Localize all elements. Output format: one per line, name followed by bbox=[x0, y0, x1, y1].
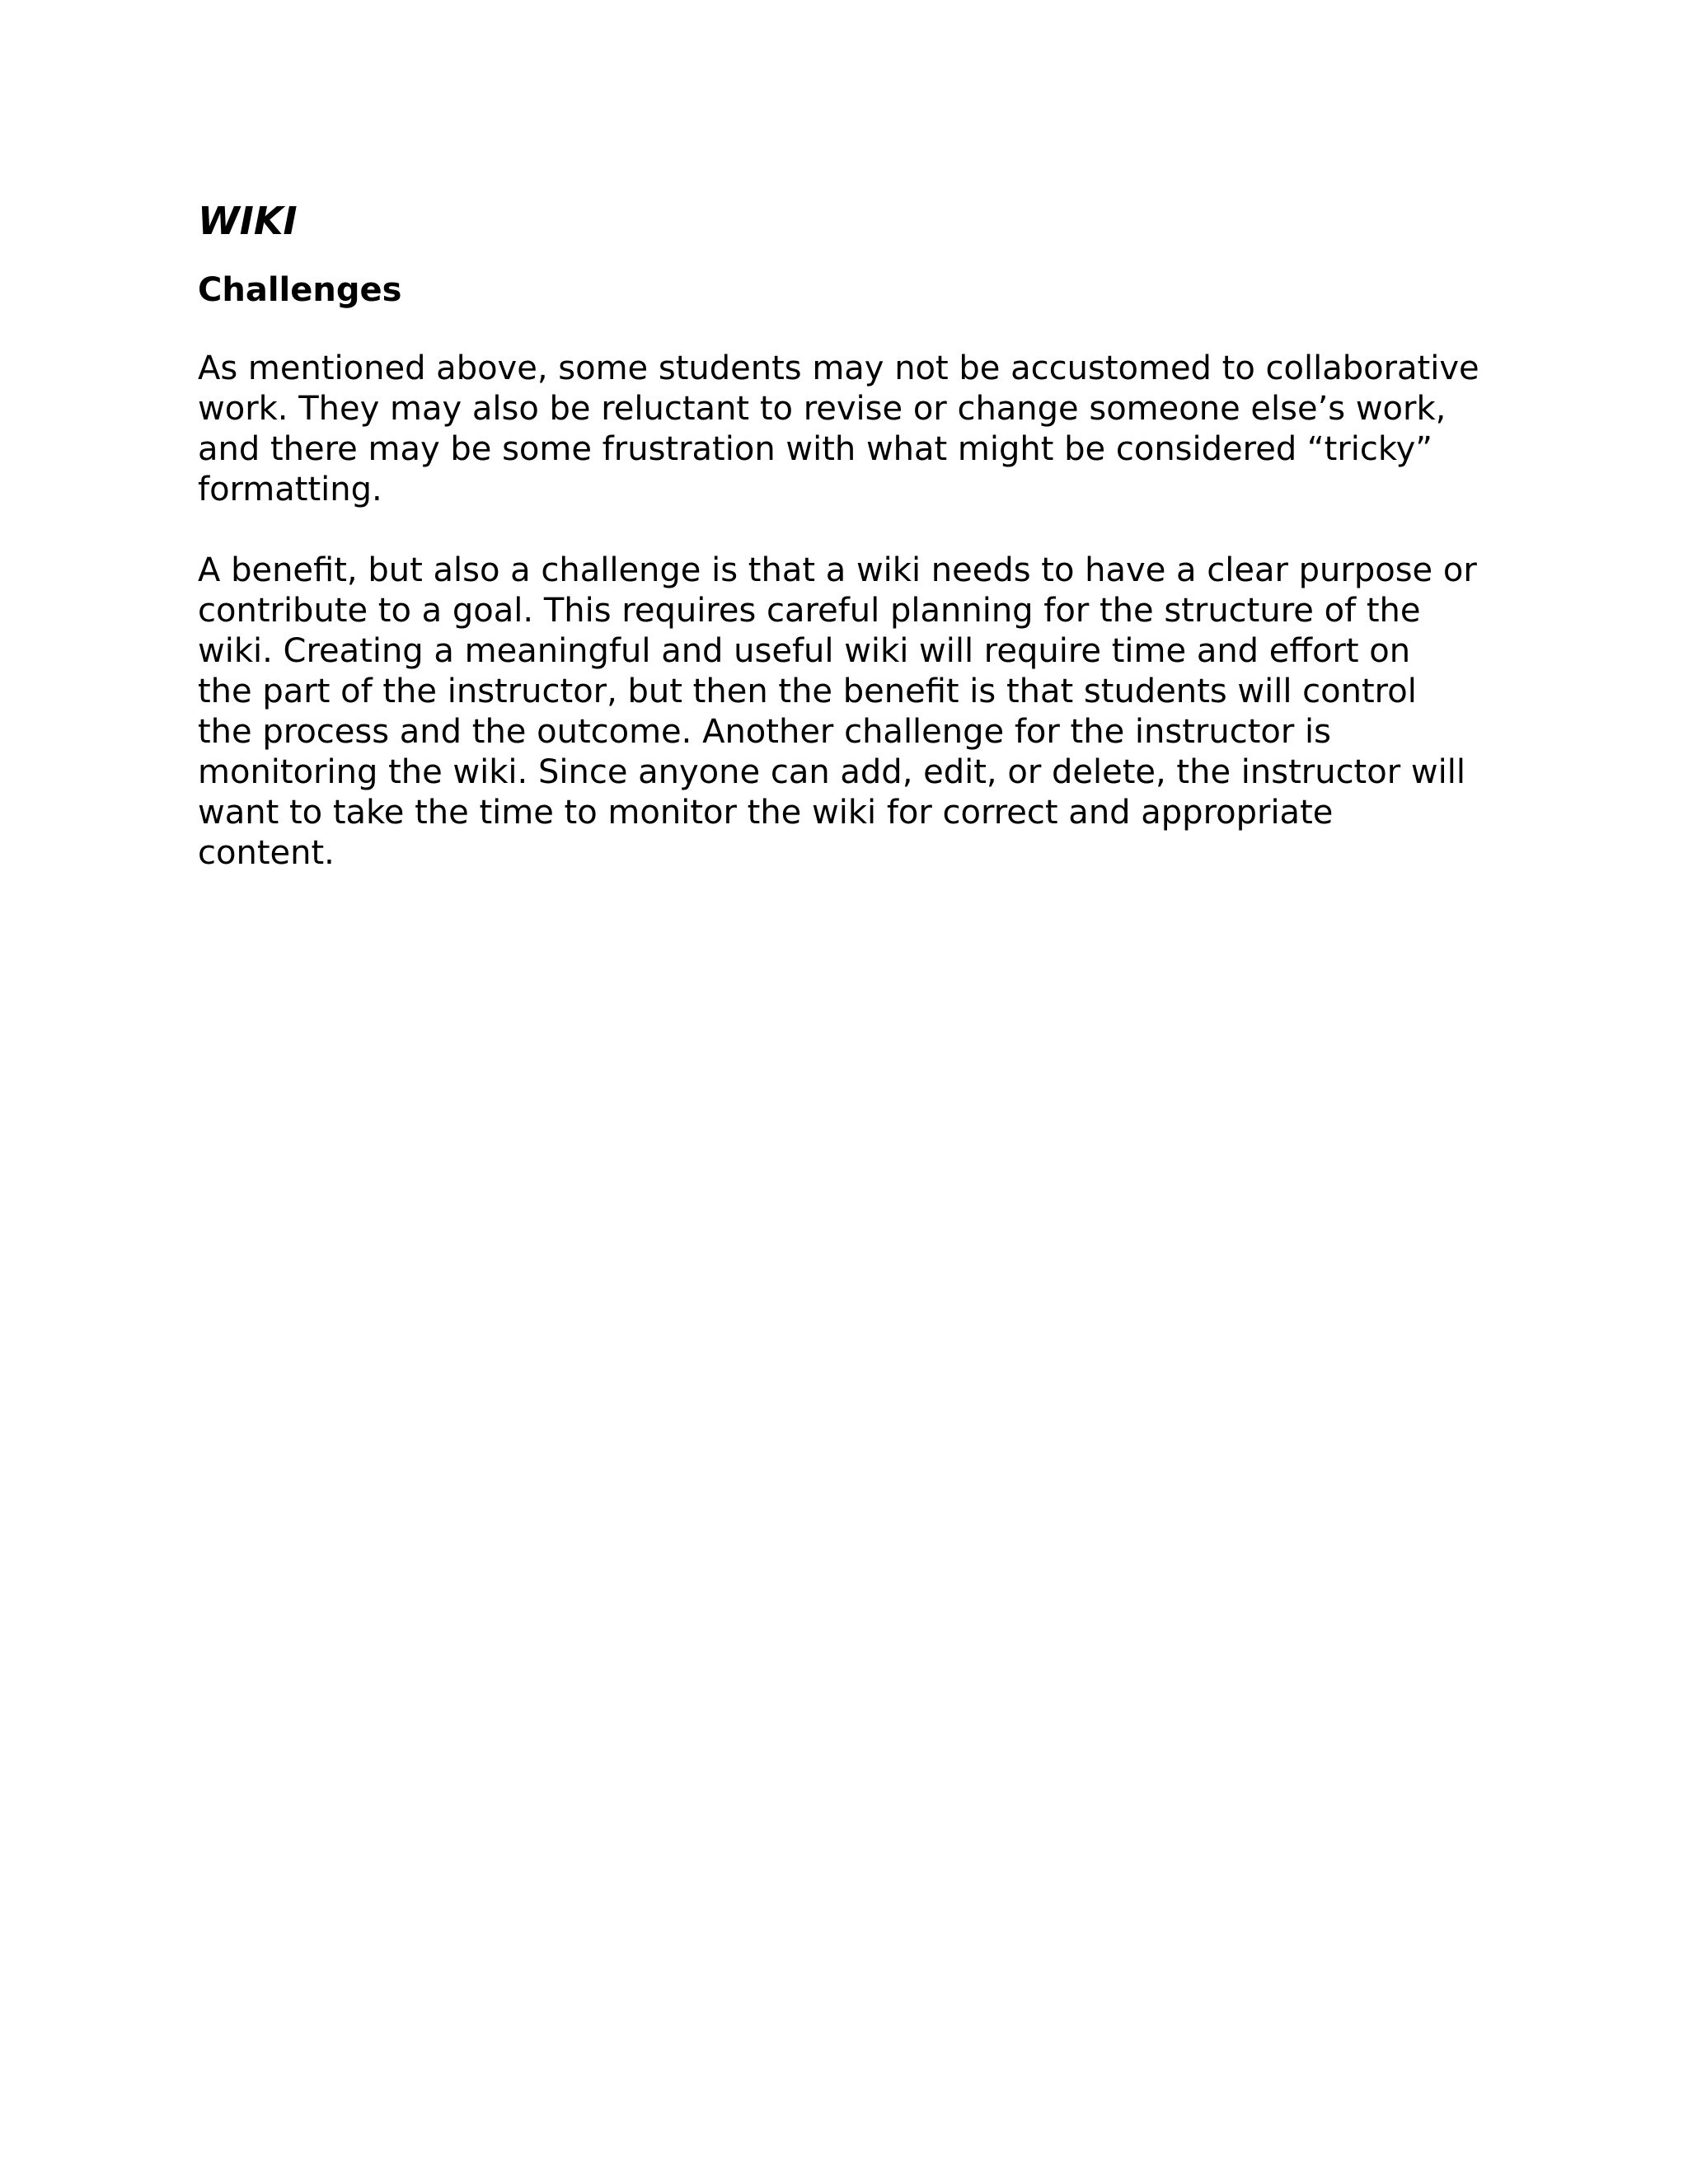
paragraph-line: monitoring the wiki. Since anyone can add, edit, or delete, the instructor will bbox=[198, 753, 1465, 791]
paragraph-line: As mentioned above, some students may not be accustomed to collaborative bbox=[198, 349, 1479, 387]
paragraph-line: want to take the time to monitor the wiki for correct and appropriate bbox=[198, 794, 1334, 832]
paragraph-2 bbox=[198, 551, 1550, 874]
paragraph-line: content. bbox=[198, 834, 335, 872]
document-content bbox=[198, 191, 1550, 874]
paragraph-1 bbox=[198, 349, 1550, 510]
paragraph-line: contribute to a goal. This requires careful planning for the structure of the bbox=[198, 592, 1421, 630]
paragraph-line: A benefit, but also a challenge is that a wiki needs to have a clear purpose or bbox=[198, 551, 1477, 589]
paragraph-line: the part of the instructor, but then the benefit is that students will control bbox=[198, 673, 1417, 710]
paragraph-line: wiki. Creating a meaningful and useful wiki will require time and effort on bbox=[198, 632, 1411, 670]
section-heading: Challenges bbox=[198, 271, 402, 309]
paragraph-line: and there may be some frustration with what might be considered “tricky” bbox=[198, 430, 1433, 468]
paragraph-line: the process and the outcome. Another challenge for the instructor is bbox=[198, 713, 1331, 751]
paragraph-line: work. They may also be reluctant to revise or change someone else’s work, bbox=[198, 390, 1447, 428]
paragraph-line: formatting. bbox=[198, 471, 382, 509]
document-title: WIKI bbox=[198, 199, 298, 243]
